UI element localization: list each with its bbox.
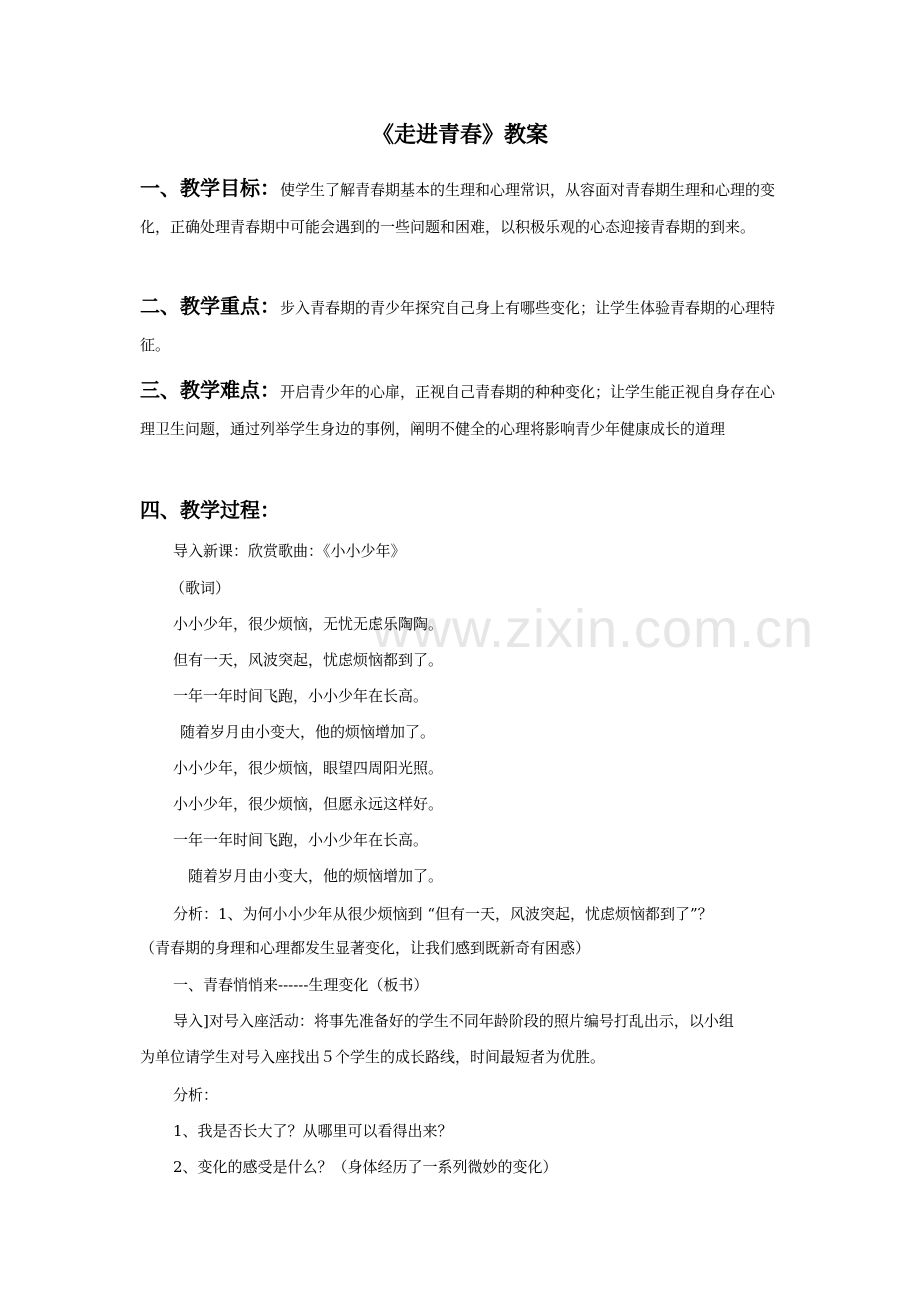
activity-text: 导入]对号入座活动：将事先准备好的学生不同年龄阶段的照片编号打乱出示，以小组 (173, 1012, 734, 1030)
lyric-line: 一年一年时间飞跑，小小少年在长高。 (173, 687, 429, 705)
section-heading: 二、教学重点： (140, 294, 280, 318)
section-heading: 一、教学目标： (140, 176, 280, 200)
lyric-line: 随着岁月由小变大，他的烦恼增加了。 (188, 867, 444, 885)
lyric-line: 小小少年，很少烦恼，但愿永远这样好。 (173, 795, 444, 813)
document-title: 《走进青春》教案 (371, 123, 548, 148)
section-heading: 三、教学难点： (140, 378, 280, 402)
section-process (140, 492, 785, 531)
lyrics-label: （歌词） (170, 579, 231, 597)
activity-text: 为单位请学生对号入座找出５个学生的成长路线，时间最短者为优胜。 (140, 1048, 606, 1066)
section-difficulties (140, 372, 785, 448)
lyric-line: 随着岁月由小变大，他的烦恼增加了。 (180, 723, 436, 741)
part-heading: 一、青春悄悄来------生理变化（板书） (173, 976, 429, 994)
lyric-line: 小小少年，很少烦恼，无忧无虑乐陶陶。 (173, 615, 444, 633)
section-teaching-goal (140, 170, 785, 246)
intro-line: 导入新课：欣赏歌曲：《小小少年》 (173, 542, 406, 560)
lyric-line: 一年一年时间飞跑，小小少年在长高。 (173, 831, 429, 849)
analysis-question: 分析：1、为何小小少年从很少烦恼到 “但有一天，风波突起，忧虑烦恼都到了”？ (173, 905, 713, 923)
section-heading: 四、教学过程： (140, 498, 280, 522)
section-body: 步入青春期的青少年探究自己身上有哪些变化；让学生体验青春期的心理特征。 (140, 299, 776, 354)
section-key-points (140, 288, 785, 364)
question-item: 1、我是否长大了？从哪里可以看得出来？ (173, 1122, 453, 1140)
section-body: 使学生了解青春期基本的生理和心理常识，从容面对青春期生理和心理的变化，正确处理青春期中可能会遇到的一些问题和困难，以积极乐观的心态迎接青春期的到来。 (140, 181, 776, 236)
question-item: 2、变化的感受是什么？（身体经历了一系列微妙的变化） (173, 1158, 558, 1176)
lyric-line: 小小少年，很少烦恼，眼望四周阳光照。 (173, 759, 444, 777)
watermark: www.zixin.com.cn (372, 599, 815, 659)
lyric-line: 但有一天，风波突起，忧虑烦恼都到了。 (173, 651, 444, 669)
analysis-answer: （青春期的身理和心理都发生显著变化，让我们感到既新奇有困惑） (140, 939, 591, 957)
analysis-label: 分析： (173, 1086, 219, 1104)
section-body: 开启青少年的心扉，正视自己青春期的种种变化；让学生能正视自身存在心理卫生问题，通过列举学生身边的事例，阐明不健全的心理将影响青少年健康成长的道理 (140, 383, 776, 438)
